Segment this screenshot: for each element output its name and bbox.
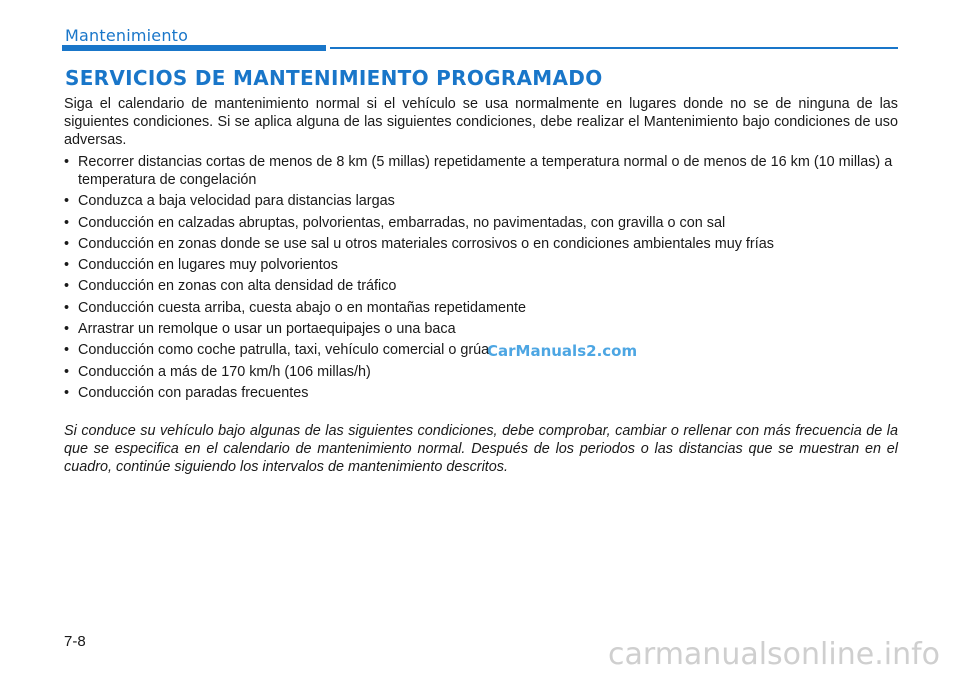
list-item: • Conducción en zonas con alta densidad de tráfico: [64, 277, 898, 295]
header-rule-thick: [62, 45, 326, 51]
intro-paragraph: Siga el calendario de mantenimiento normal si el vehículo se usa normalmente en lugares donde no se de ninguna de las siguientes condiciones. Si se aplica alguna de las siguientes condiciones, debe realizar el Mantenimiento bajo condiciones de uso adversas.: [64, 96, 898, 148]
list-item: • Conduzca a baja velocidad para distancias largas: [64, 192, 898, 210]
note-paragraph: Si conduce su vehículo bajo algunas de las siguientes condiciones, debe comprobar, cambiar o rellenar con más frecuencia de la que se especifica en el calendario de mantenimiento normal. Después de los periodos o las distancias que se muestran en el cuadro, continúe siguiendo los intervalos de mantenimiento descritos.: [64, 422, 898, 475]
document-body: [64, 95, 898, 476]
list-item: • Recorrer distancias cortas de menos de 8 km (5 millas) repetidamente a temperatura normal o de menos de 16 km (10 millas) a temperatura de congelación: [64, 153, 898, 189]
conditions-list: [64, 153, 898, 402]
header-rule-thin: [330, 47, 898, 49]
list-item: • Conducción con paradas frecuentes: [64, 384, 898, 402]
list-item: • Conducción como coche patrulla, taxi, vehículo comercial o grúa: [64, 341, 898, 359]
list-item: • Conducción cuesta arriba, cuesta abajo o en montañas repetidamente: [64, 299, 898, 317]
list-item: • Conducción en calzadas abruptas, polvorientas, embarradas, no pavimentadas, con gravilla o con sal: [64, 214, 898, 232]
list-item: • Conducción a más de 170 km/h (106 millas/h): [64, 363, 898, 381]
list-item: • Arrastrar un remolque o usar un portaequipajes o una baca: [64, 320, 898, 338]
site-watermark: carmanualsonline.info: [608, 637, 940, 672]
section-label: Mantenimiento: [65, 26, 189, 45]
page-title: SERVICIOS DE MANTENIMIENTO PROGRAMADO: [65, 66, 603, 90]
page-number: 7-8: [64, 633, 86, 650]
list-item: • Conducción en lugares muy polvorientos: [64, 256, 898, 274]
watermark-text: CarManuals2.com: [487, 342, 638, 360]
list-item: • Conducción en zonas donde se use sal u otros materiales corrosivos o en condiciones ambientales muy frías: [64, 235, 898, 253]
